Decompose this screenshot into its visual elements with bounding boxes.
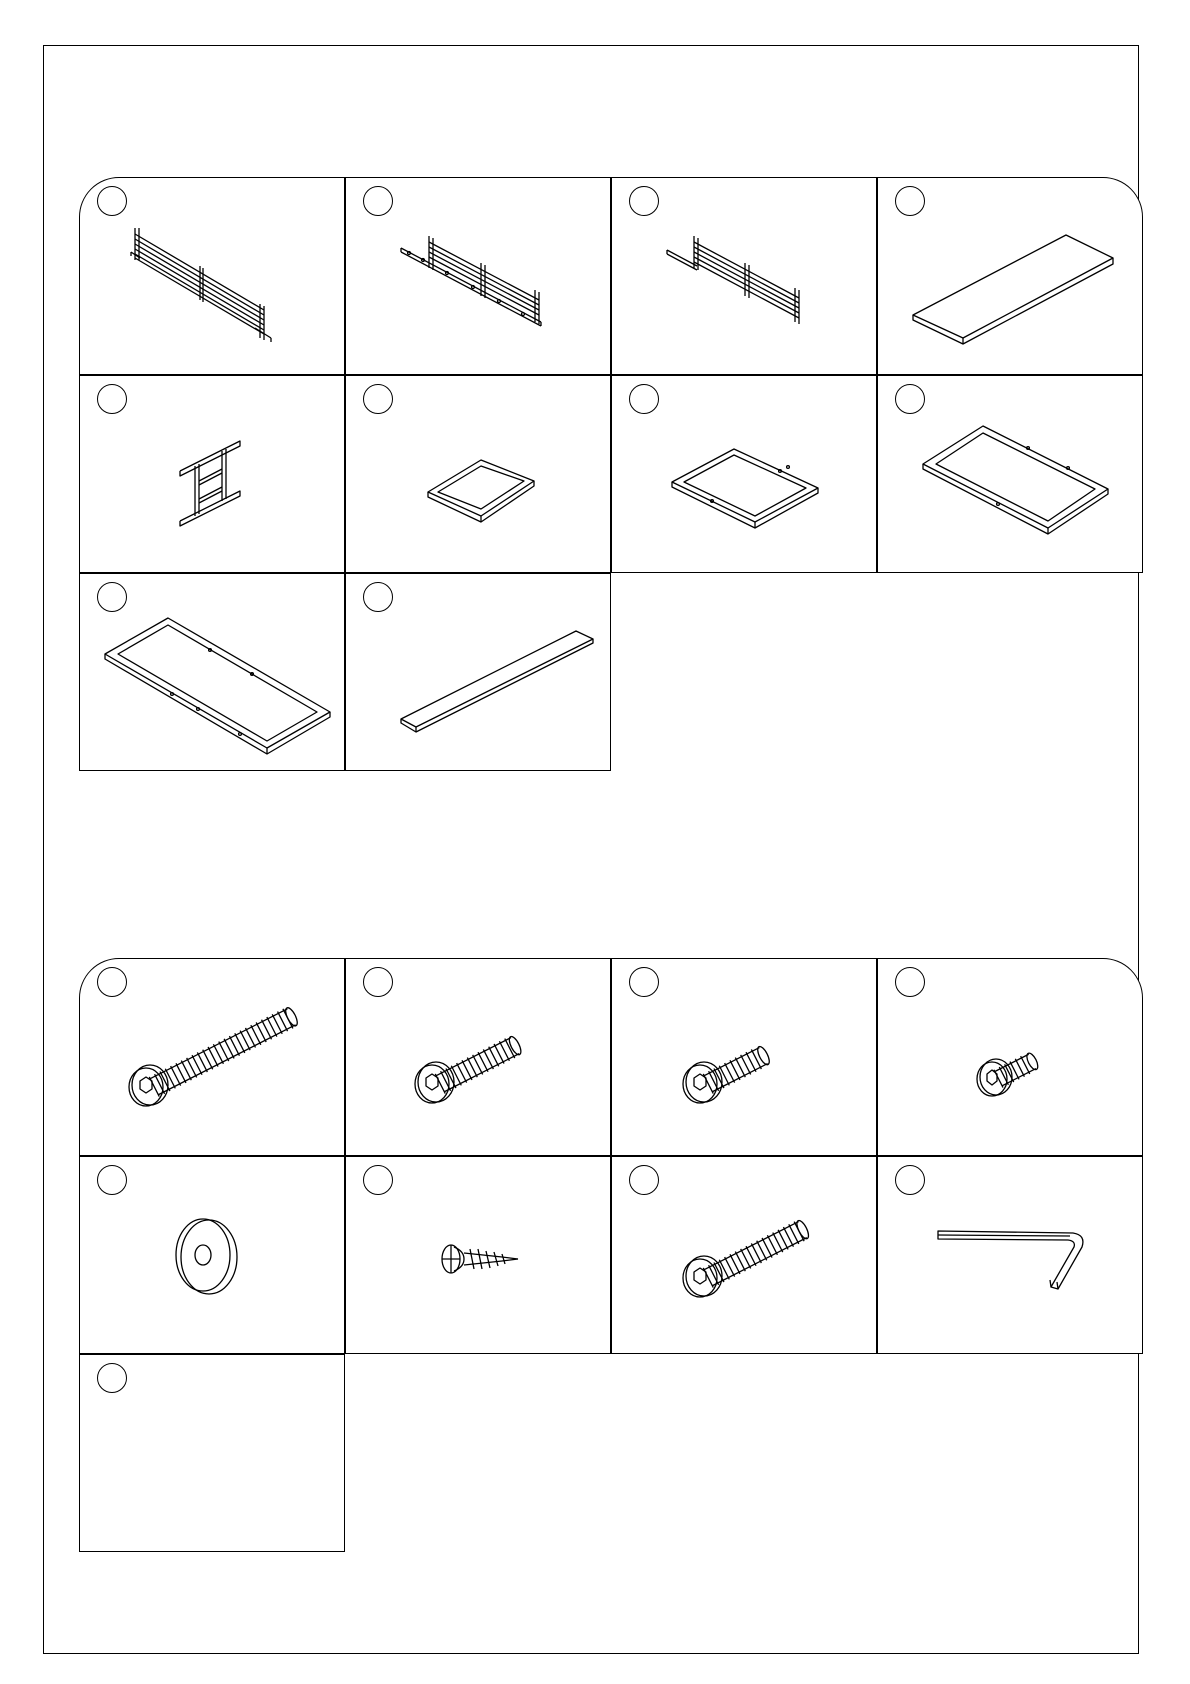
short-hex-bolt-icon bbox=[612, 959, 878, 1157]
small-frame-icon bbox=[346, 376, 612, 574]
part-cell-6 bbox=[345, 375, 611, 573]
board-icon bbox=[878, 178, 1144, 376]
part-cell-5 bbox=[79, 375, 345, 573]
part-cell-7 bbox=[611, 375, 877, 573]
part-cell-3 bbox=[611, 177, 877, 375]
hex-bolt-icon bbox=[612, 1157, 878, 1355]
hardware-cell-3 bbox=[611, 958, 877, 1156]
washer-icon bbox=[80, 1157, 346, 1355]
hardware-cell-5 bbox=[79, 1156, 345, 1354]
mini-hex-bolt-icon bbox=[878, 959, 1144, 1157]
allen-key-icon bbox=[878, 1157, 1144, 1355]
part-cell-1 bbox=[79, 177, 345, 375]
medium-hex-bolt-icon bbox=[346, 959, 612, 1157]
part-cell-4 bbox=[877, 177, 1143, 375]
hardware-cell-9 bbox=[79, 1354, 345, 1552]
ladder-bracket-icon bbox=[80, 376, 346, 574]
plank-icon bbox=[346, 574, 612, 772]
hardware-cell-6 bbox=[345, 1156, 611, 1354]
part-cell-2 bbox=[345, 177, 611, 375]
rail-fence-icon bbox=[80, 178, 346, 376]
part-cell-8 bbox=[877, 375, 1143, 573]
long-frame-icon bbox=[80, 574, 346, 772]
medium-frame-icon bbox=[612, 376, 878, 574]
hardware-cell-7 bbox=[611, 1156, 877, 1354]
hardware-number-circle bbox=[97, 1363, 127, 1393]
rail-short-icon bbox=[612, 178, 878, 376]
rail-with-holes-icon bbox=[346, 178, 612, 376]
part-cell-10 bbox=[345, 573, 611, 771]
long-hex-bolt-icon bbox=[80, 959, 346, 1157]
part-cell-9 bbox=[79, 573, 345, 771]
hardware-cell-1 bbox=[79, 958, 345, 1156]
hardware-cell-8 bbox=[877, 1156, 1143, 1354]
hardware-cell-2 bbox=[345, 958, 611, 1156]
hardware-cell-4 bbox=[877, 958, 1143, 1156]
large-frame-icon bbox=[878, 376, 1144, 574]
wood-screw-icon bbox=[346, 1157, 612, 1355]
